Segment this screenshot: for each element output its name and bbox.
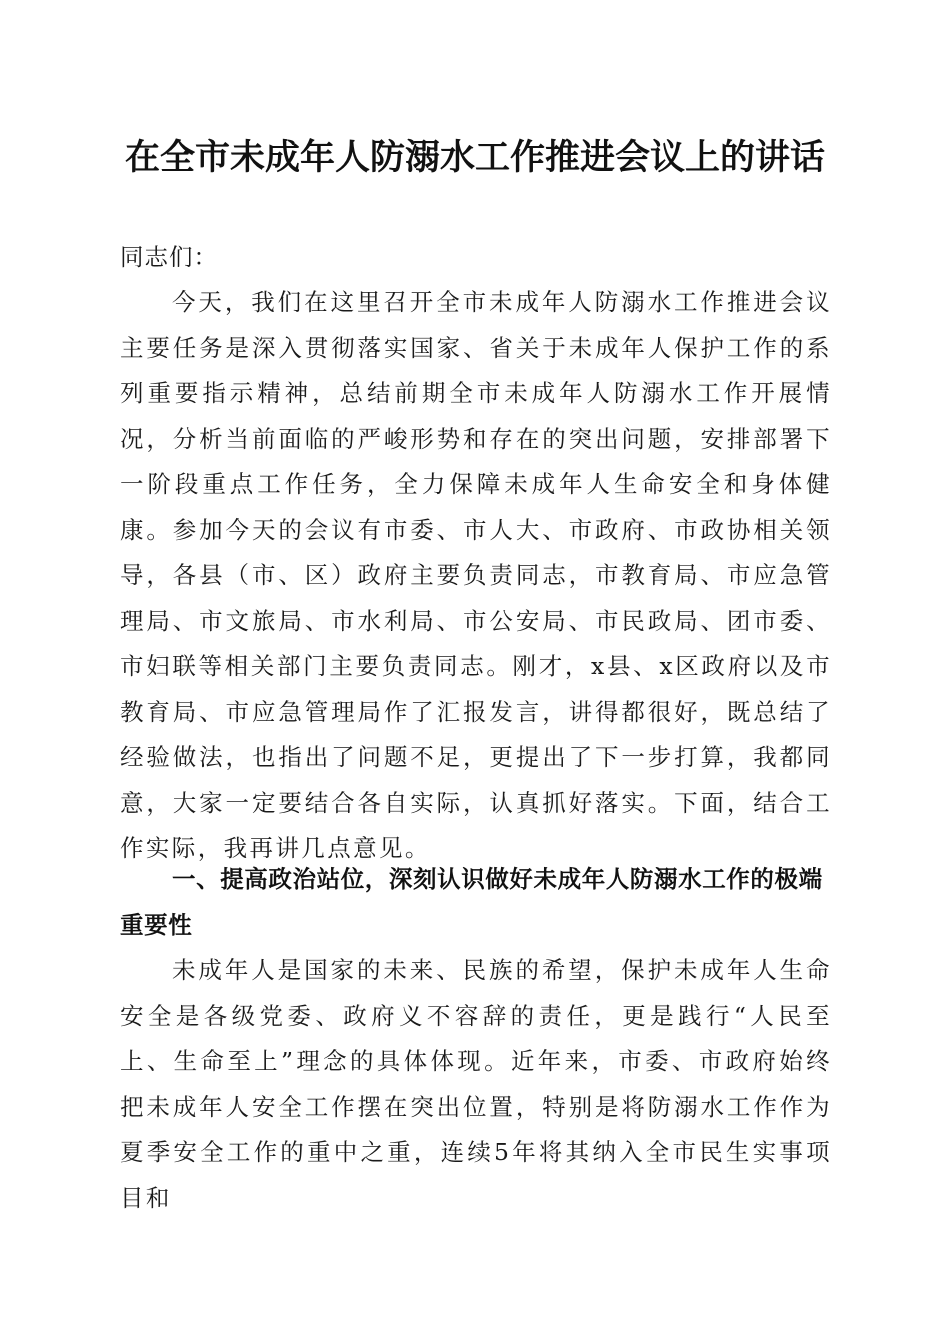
document-title: 在全市未成年人防溺水工作推进会议上的讲话 <box>124 137 825 178</box>
section-heading-1: 一、提高政治站位，深刻认识做好未成年人防溺水工作的极端重要性 <box>120 865 823 939</box>
paragraph-section-1: 未成年人是国家的未来、民族的希望，保护未成年人生命安全是各级党委、政府义不容辞的责任，更是践行“人民至上、生命至上”理念的具体体现。近年来，市委、市政府始终把未成年人安全工作摆在突出位置，特别是将防溺水工作作为夏季安全工作的重中之重，连续5年将其纳入全市民生实事项目和 <box>120 956 832 1212</box>
paragraph-opening: 今天，我们在这里召开全市未成年人防溺水工作推进会议主要任务是深入贯彻落实国家、省关于未成年人保护工作的系列重要指示精神，总结前期全市未成年人防溺水工作开展情况，分析当前面临的严峻形势和存在的突出问题，安排部署下一阶段重点工作任务，全力保障未成年人生命安全和身体健康。参加今天的会议有市委、市人大、市政府、市政协相关领导，各县（市、区）政府主要负责同志，市教育局、市应急管理局、市文旅局、市水利局、市公安局、市民政局、团市委、市妇联等相关部门主要负责同志。刚才，x县、x区政府以及市教育局、市应急管理局作了汇报发言，讲得都很好，既总结了经验做法，也指出了问题不足，更提出了下一步打算，我都同意，大家一定要结合各自实际，认真抓好落实。下面，结合工作实际，我再讲几点意见。 <box>120 288 832 862</box>
salutation: 同志们： <box>120 243 218 271</box>
